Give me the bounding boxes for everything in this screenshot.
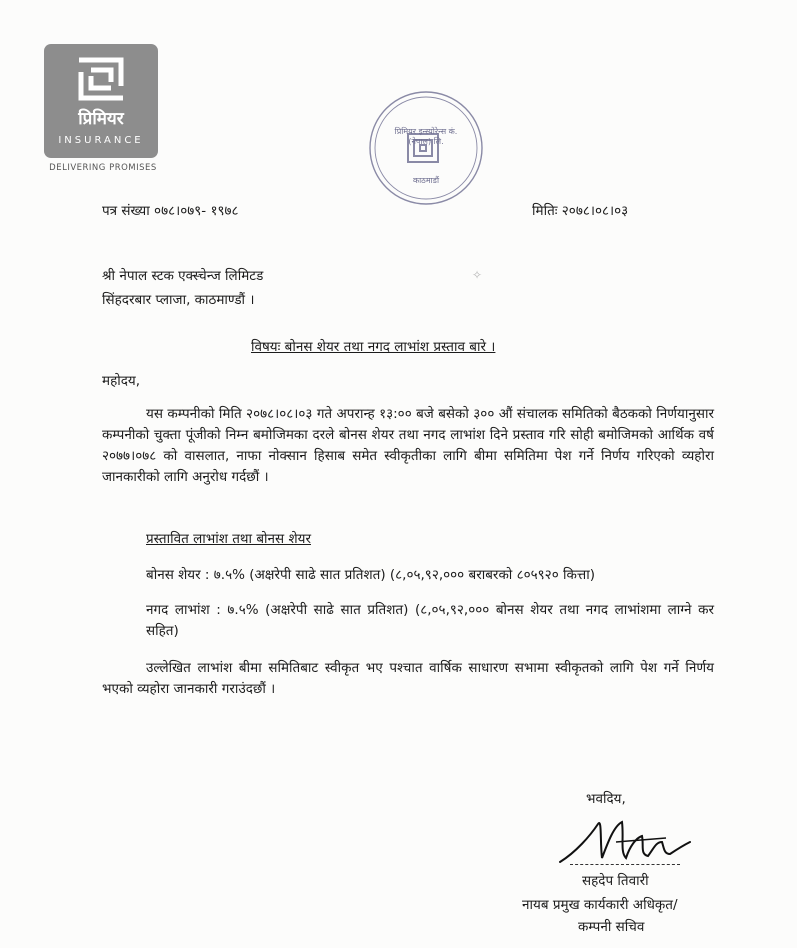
logo-name: प्रिमियर (78, 109, 124, 129)
bonus-share-line: बोनस शेयर : ७.५% (अक्षरेपी साढे सात प्रतिशत) (८,०५,९२,००० बराबरको ८०५९२० कित्ता) (146, 567, 595, 583)
logo-mark-icon (73, 52, 129, 106)
recipient-name: श्री नेपाल स्टक एक्स्चेन्ज लिमिटड (102, 268, 264, 284)
seal-city: काठमाडौं (412, 176, 440, 185)
letter-date: मितिः २०७८।०८।०३ (532, 203, 629, 219)
seal-ring-text: प्रिमियर इन्स्योरेन्स कं. (नेपाल) लि. (394, 127, 458, 146)
reference-number: पत्र संख्या ०७८।०७९- १९७८ (102, 203, 239, 219)
cash-dividend-line: नगद लाभांश : ७.५% (अक्षरेपी साढे सात प्रतिशत) (८,०५,९२,००० बोनस शेयर तथा नगद लाभांशमा लाग्ने कर सहित) (146, 602, 714, 639)
signatory-name: सहदेप तिवारी (582, 873, 649, 889)
logo-tagline: DELIVERING PROMISES (49, 163, 157, 173)
body-paragraph-1: यस कम्पनीको मिति २०७८।०८।०३ गते अपरान्ह १३:०० बजे बसेको ३०० औं संचालक समितिको बैठकको निर्णयानुसार कम्पनीको चुक्ता पूंजीको निम्न बमोजिमका दरले बोनस शेयर तथा नगद लाभांश दिने प्रस्ताव गरि सोही बमोजिमको आर्थिक वर्ष २०७७।०७८ को वासलात, नाफा नोक्सान हिसाब समेत स्वीकृतीका लागि बीमा समितिमा पेश गर्ने निर्णय गरिएको व्यहोरा जानकारीको लागि अनुरोध गर्दछौं । (102, 406, 714, 485)
stray-mark: ✧ (472, 268, 483, 282)
proposal-heading: प्रस्तावित लाभांश तथा बोनस शेयर (146, 531, 311, 547)
logo-wordmark: INSURANCE (58, 135, 144, 146)
handwritten-signature (556, 812, 706, 870)
salutation: महोदय, (102, 373, 141, 389)
signature-line (570, 864, 680, 865)
body-paragraph-2: उल्लेखित लाभांश बीमा समितिबाट स्वीकृत भए पश्चात वार्षिक साधारण सभामा स्वीकृतको लागि पेश गर्ने निर्णय भएको व्यहोरा जानकारी गराउंदछौं । (102, 660, 714, 697)
signatory-title: नायब प्रमुख कार्यकारी अधिकृत/ (522, 897, 678, 913)
closing: भवदिय, (586, 791, 626, 807)
subject-line: विषयः बोनस शेयर तथा नगद लाभांश प्रस्ताव बारे । (251, 339, 496, 355)
signatory-role: कम्पनी सचिव (578, 919, 645, 935)
recipient-address: सिंहदरबार प्लाजा, काठमाण्डौं । (102, 292, 255, 308)
company-logo (44, 44, 158, 158)
company-seal-icon (368, 90, 484, 206)
